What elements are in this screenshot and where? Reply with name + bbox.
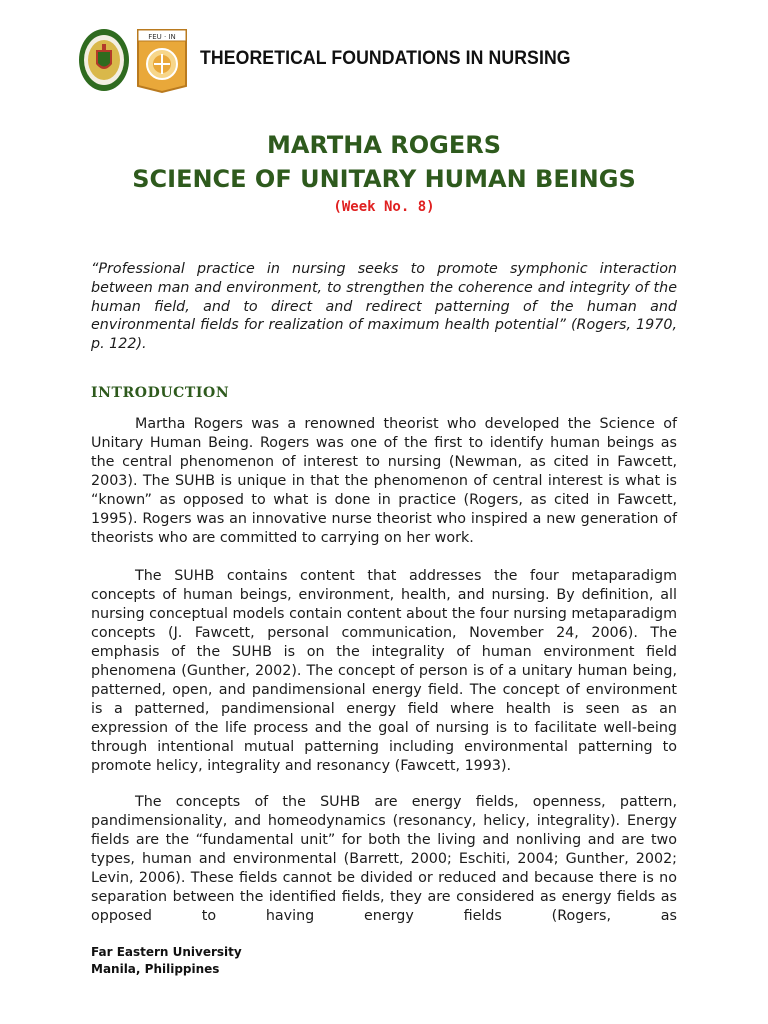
course-title: THEORETICAL FOUNDATIONS IN NURSING xyxy=(200,48,571,69)
university-seal-icon xyxy=(78,28,130,92)
week-label: (Week No. 8) xyxy=(333,199,435,215)
paragraph: Martha Rogers was a renowned theorist who developed the Science of Unitary Human Being. Rogers was one of the first to identify human beings as the central phenomenon of interest to nursing (Newman, as cited in Fawcett, 2003). The SUHB is unique in that the phenomenon of central interest is what is “known” as opposed to what is done in practice (Rogers, as cited in Fawcett, 1995). Rogers was an innovative nurse theorist who inspired a new generation of theorists who are committed to carrying on her work. xyxy=(91,416,677,546)
footer-location: Manila, Philippines xyxy=(91,962,220,976)
paragraph: The concepts of the SUHB are energy fields, openness, pattern, pandimensionality, and homeodynamics (resonancy, helicy, integrality). Energy fields are the “fundamental unit” for both the living and nonliving and are two types, human and environmental (Barrett, 2000; Eschiti, 2004; Gunther, 2002; Levin, 2006). These fields cannot be divided or reduced and because there is no separation between the identified fields, they are considered as energy fields as opposed to having energy fields (Rogers, as xyxy=(91,794,677,924)
feu-nursing-shield-icon xyxy=(136,28,188,94)
paragraph: The SUHB contains content that addresses the four metaparadigm concepts of human beings, environment, health, and nursing. By definition, all nursing conceptual models contain content about the four nursing metaparadigm concepts (J. Fawcett, personal communication, November 24, 2006). The emphasis of the SUHB is on the integrality of human environment field phenomena (Gunther, 2002). The concept of person is of a unitary human being, patterned, open, and pandimensional energy field. The concept of environment is a patterned, pandimensional energy field where health is seen as an expression of the life process and the goal of nursing is to facilitate well-being through intentional mutual patterning including environmental patterning to promote helicy, integrality and resonancy (Fawcett, 1993). xyxy=(91,568,677,774)
theorist-name: MARTHA ROGERS xyxy=(267,131,501,159)
footer-university: Far Eastern University xyxy=(91,945,242,959)
theory-title: SCIENCE OF UNITARY HUMAN BEINGS xyxy=(132,165,636,193)
opening-quote: “Professional practice in nursing seeks to promote symphonic interaction between man and environment, to strengthen the coherence and integrity of the human field, and to direct and redirect patterning of the human and environmental fields for realization of maximum health potential” (Rogers, 1970, p. 122). xyxy=(91,261,677,353)
introduction-heading: INTRODUCTION xyxy=(91,385,230,401)
shield-label: FEU · IN xyxy=(148,33,176,41)
page-footer xyxy=(91,944,242,978)
page-header xyxy=(78,28,698,98)
